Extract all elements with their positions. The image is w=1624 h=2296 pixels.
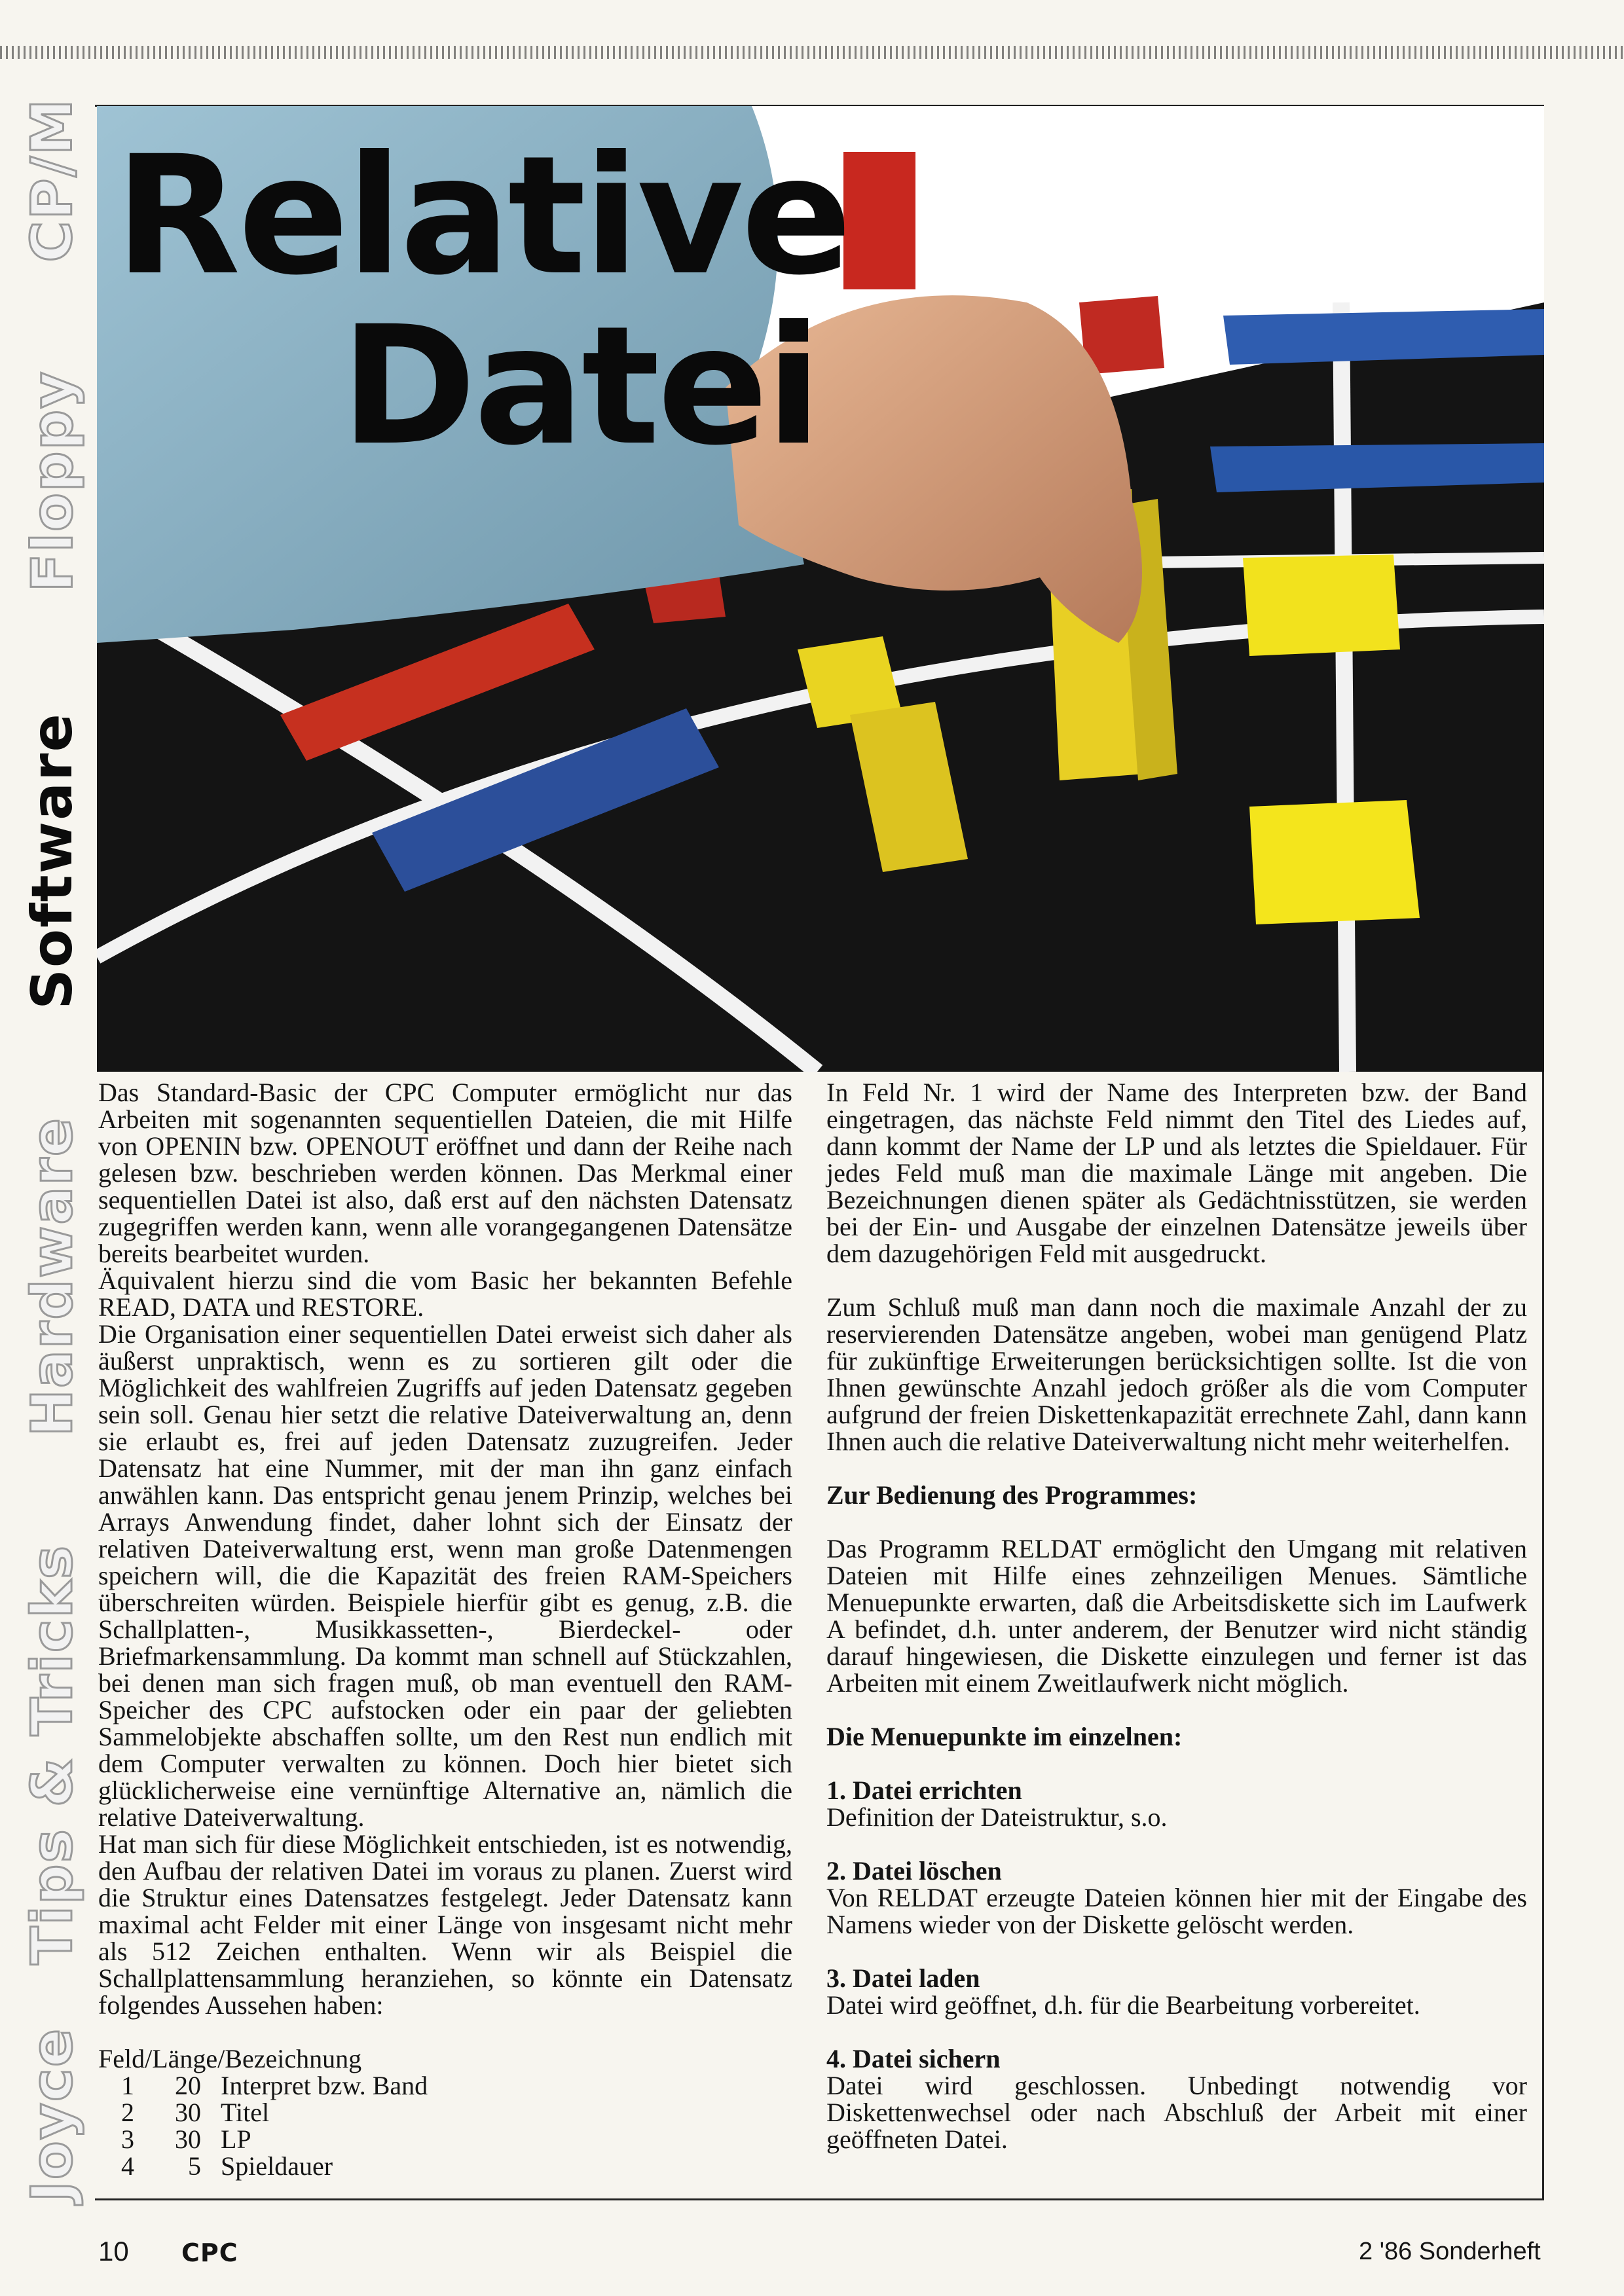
table-header: Feld/Länge/Bezeichnung xyxy=(98,2044,362,2073)
right-column-rule xyxy=(1542,1080,1544,2193)
section-heading: Die Menuepunkte im einzelnen: xyxy=(826,1722,1183,1751)
left-text-column xyxy=(98,1079,792,2179)
menu-item-title: 2. Datei löschen xyxy=(826,1856,1002,1886)
sidebar-tab-joyce[interactable]: Joyce xyxy=(20,2027,86,2202)
paragraph: Das Standard-Basic der CPC Computer ermöglicht nur das Arbeiten mit sogenannten sequentiellen Dateien, die mit Hilfe von OPENIN bzw. OPENOUT eröffnet und dann der Reihe nach gelesen bzw. beschrieben werden können. Das Merkmal einer sequentiellen Datei ist also, daß erst auf den nächsten Datensatz zugegriffen werden kann, wenn alle vorangegangenen Datensätze bereits bearbeitet wurden. xyxy=(98,1078,792,1268)
menu-item-title: 4. Datei sichern xyxy=(826,2044,1001,2073)
menu-item-text: Definition der Dateistruktur, s.o. xyxy=(826,1802,1168,1832)
sidebar-tab-software[interactable]: Software xyxy=(20,712,85,1010)
sidebar-tab-cpm[interactable]: CP/M xyxy=(20,98,86,263)
top-print-strip xyxy=(0,46,1624,59)
table-row: 3 30 LP xyxy=(121,2124,251,2154)
record-structure-table xyxy=(98,2045,428,2179)
paragraph: Hat man sich für diese Möglichkeit entschieden, ist es notwendig, den Aufbau der relativen Datei im voraus zu planen. Zuerst wird die Struktur eines Datensatzes festgelegt. Jeder Datensatz kann maximal acht Felder mit einer Länge von insgesamt nicht mehr als 512 Zeichen enthalten. Wenn wir als Beispiel die Schallplattensammlung heranziehen, so könnte ein Datensatz folgendes Aussehen haben: xyxy=(98,1829,792,2020)
table-row: 4 5 Spieldauer xyxy=(121,2151,333,2181)
menu-item-text: Datei wird geöffnet, d.h. für die Bearbeitung vorbereitet. xyxy=(826,1990,1420,2020)
menu-item-text: Datei wird geschlossen. Unbedingt notwendig vor Diskettenwechsel oder nach Abschluß der Arbeit mit einer geöffneten Datei. xyxy=(826,2071,1527,2154)
right-text-column xyxy=(826,1079,1527,2153)
sidebar-tab-hardware[interactable]: Hardware xyxy=(20,1116,86,1437)
table-row: 1 20 Interpret bzw. Band xyxy=(121,2071,428,2100)
magazine-logo: CPC xyxy=(181,2238,238,2267)
section-sidebar xyxy=(13,98,92,2232)
section-heading: Zur Bedienung des Programmes: xyxy=(826,1480,1198,1510)
sidebar-tab-tips-tricks[interactable]: Tips & Tricks xyxy=(20,1544,85,1965)
page-number: 10 xyxy=(98,2236,129,2267)
menu-item-title: 3. Datei laden xyxy=(826,1963,980,1993)
sidebar-tab-floppy[interactable]: Floppy xyxy=(20,370,85,592)
paragraph: Das Programm RELDAT ermöglicht den Umgang mit relativen Dateien mit Hilfe eines zehnzeiligen Menues. Sämtliche Menuepunkte erwarten, daß die Arbeitsdiskette sich im Laufwerk A befindet, d.h. unter anderem, der Benutzer wird nicht ständig darauf hingewiesen, die Diskette einzulegen und ferner ist das Arbeiten mit einem Zweitlaufwerk nicht möglich. xyxy=(826,1534,1527,1698)
paragraph: Zum Schluß muß man dann noch die maximale Anzahl der zu reservierenden Datensätze angeben, wobei man genügend Platz für zukünftige Erweiterungen berücksichtigen sollte. Ist die von Ihnen gewünschte Anzahl jedoch größer als die vom Computer aufgrund der freien Diskettenkapazität errechnete Zahl, dann kann Ihnen auch die relative Dateiverwaltung nicht mehr weiterhelfen. xyxy=(826,1292,1527,1456)
paragraph: Äquivalent hierzu sind die vom Basic her bekannten Befehle READ, DATA und RESTORE. xyxy=(98,1266,792,1322)
menu-item-text: Von RELDAT erzeugte Dateien können hier mit der Eingabe des Namens wieder von der Diskette gelöscht werden. xyxy=(826,1883,1527,1939)
article-headline: Relative Datei xyxy=(115,120,850,481)
table-row: 2 30 Titel xyxy=(121,2098,270,2127)
paragraph: In Feld Nr. 1 wird der Name des Interpreten bzw. der Band eingetragen, das nächste Feld nimmt den Titel des Liedes auf, dann kommt der Name der LP und als letztes die Spieldauer. Für jedes Feld muß man die maximale Länge mit angeben. Die Bezeichnungen dienen später als Gedächtnisstützen, sie werden bei der Ein- und Ausgabe der einzelnen Datensätze jeweils über dem dazugehörigen Feld mit ausgedruckt. xyxy=(826,1078,1527,1268)
paragraph: Die Organisation einer sequentiellen Datei erweist sich daher als äußerst unpraktisch, wenn es zu sortieren gilt oder die Möglichkeit des wahlfreien Zugriffs auf jeden Datensatz gegeben sein soll. Genau hier setzt die relative Dateiverwaltung an, denn sie erlaubt es, frei auf jeden Datensatz zuzugreifen. Jeder Datensatz hat eine Nummer, mit der man ihn ganz einfach anwählen kann. Das entspricht genau jenem Prinzip, welches bei Arrays Anwendung findet, daher lohnt sich der Einsatz der relativen Dateiverwaltung erst, wenn man große Datenmengen speichern will, die die Kapazität des freien RAM-Speichers überschreiten würden. Beispiele hierfür gibt es genug, z.B. die Schallplatten-, Musikkassetten-, Bierdeckel- oder Briefmarkensammlung. Da kommt man schnell auf Stückzahlen, bei denen man sich fragen muß, ob man eventuell den RAM-Speicher des CPC aufstocken oder ein paar der geliebten Sammelobjekte abschaffen sollte, um den Rest nun endlich mit dem Computer verwalten zu können. Doch hier bietet sich glücklicherweise eine vernünftige Alternative an, nämlich die relative Dateiverwaltung. xyxy=(98,1319,792,1832)
menu-item-title: 1. Datei errichten xyxy=(826,1776,1022,1805)
issue-label: 2 '86 Sonderheft xyxy=(1359,2238,1541,2265)
